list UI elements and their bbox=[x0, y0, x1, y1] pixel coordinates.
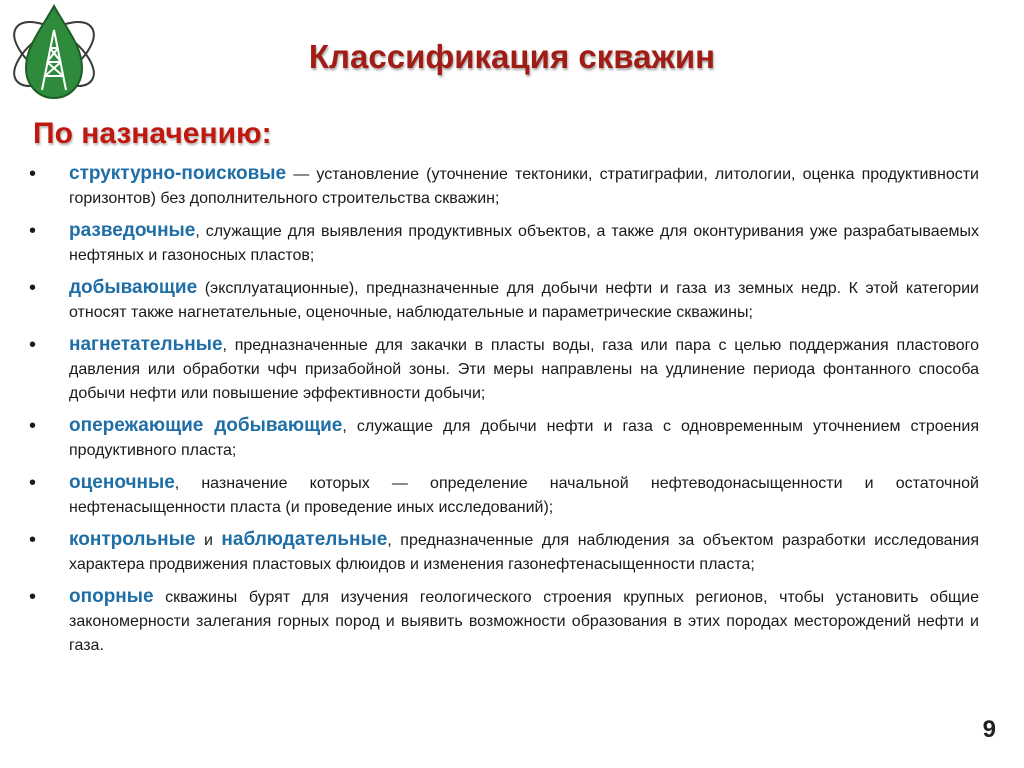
list-item-connector: и bbox=[195, 532, 222, 549]
list-item-term: опорные bbox=[69, 586, 154, 607]
list-item-term: разведочные bbox=[69, 220, 196, 241]
list-item bbox=[26, 276, 979, 325]
list-item-text: , назначение которых — определение начальной нефтеводонасыщенности и остаточной нефтенасыщенности пласта (и проведение иных исследований); bbox=[69, 475, 979, 516]
bullet-icon: • bbox=[29, 472, 37, 494]
bullet-icon: • bbox=[29, 220, 37, 242]
list-item bbox=[26, 162, 979, 211]
bullet-icon: • bbox=[29, 163, 37, 185]
well-types-list bbox=[26, 162, 979, 666]
list-item-term: опережающие добывающие bbox=[69, 415, 343, 436]
list-item-text: , предназначенные для наблюдения за объектом разработки исследования характера продвижения пластовых флюидов и изменения газонефтенасыщенности пласта; bbox=[69, 532, 980, 573]
list-item-text: , предназначенные для закачки в пласты воды, газа или пара с целью поддержания пластового давления или обработки чфч призабойной зоны. Эти меры направлены на удлинение периода фонтанного способа добычи нефти или повышение эффективности добычи; bbox=[69, 337, 979, 402]
list-item bbox=[26, 414, 979, 463]
list-item bbox=[26, 219, 979, 268]
list-item-term: нагнетательные bbox=[69, 334, 223, 355]
list-item bbox=[26, 471, 979, 520]
bullet-icon: • bbox=[29, 529, 37, 551]
list-item-text: — установление (уточнение тектоники, стратиграфии, литологии, оценка продуктивности горизонтов) без дополнительного строительства скважин; bbox=[69, 166, 979, 207]
bullet-icon: • bbox=[29, 586, 37, 608]
bullet-icon: • bbox=[29, 277, 37, 299]
page-title: Классификация скважин bbox=[308, 38, 716, 75]
list-item-term: оценочные bbox=[69, 472, 175, 493]
list-item-text: , служащие для выявления продуктивных объектов, а также для оконтуривания уже разрабатываемых нефтяных и газоносных пластов; bbox=[69, 223, 979, 264]
list-item bbox=[26, 333, 979, 406]
section-heading: По назначению: bbox=[33, 117, 272, 150]
list-item-text: (эксплуатационные), предназначенные для добычи нефти и газа из земных недр. К этой категории относят также нагнетательные, оценочные, наблюдательные и параметрические скважины; bbox=[69, 280, 979, 321]
list-item-term-secondary: наблюдательные bbox=[221, 529, 388, 550]
list-item bbox=[26, 585, 979, 658]
list-item-term: контрольные bbox=[69, 529, 196, 550]
list-item-text: , служащие для добычи нефти и газа с одновременным уточнением строения продуктивного пласта; bbox=[69, 418, 979, 459]
list-item-term: добывающие bbox=[69, 277, 198, 298]
bullet-icon: • bbox=[29, 415, 37, 437]
list-item-text: скважины бурят для изучения геологического строения крупных регионов, чтобы установить общие закономерности залегания горных пород и выявить возможности образования в этих породах месторождений нефти и газа. bbox=[69, 589, 979, 654]
list-item-term: структурно-поисковые bbox=[69, 163, 287, 184]
bullet-icon: • bbox=[29, 334, 37, 356]
page-number: 9 bbox=[982, 716, 996, 743]
list-item bbox=[26, 528, 979, 577]
